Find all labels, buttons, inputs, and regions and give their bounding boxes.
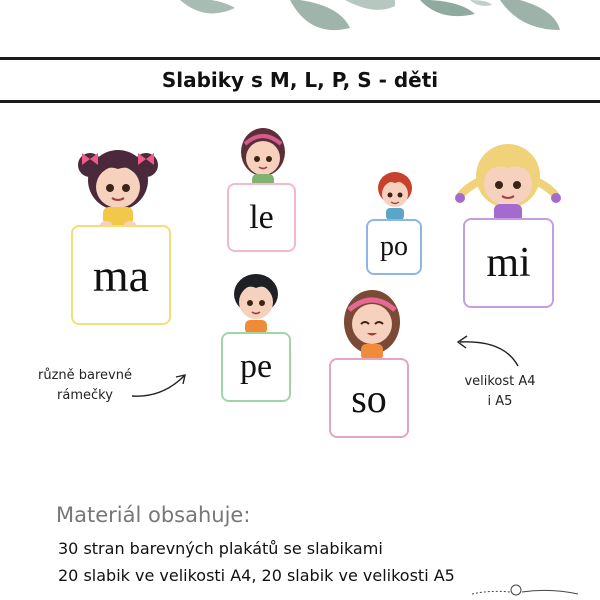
boy-black-hair-icon — [226, 270, 286, 336]
syllable-card-so — [329, 358, 409, 438]
girl-blonde-braids-icon — [452, 138, 564, 224]
flower-doodle-icon — [470, 578, 580, 600]
page-title: Slabiky s M, L, P, S - děti — [161, 68, 439, 92]
title-band — [0, 57, 600, 103]
syllable-card-le — [227, 183, 296, 252]
syllable-text: le — [249, 198, 274, 236]
syllable-text: pe — [239, 348, 273, 385]
size-note-line1: velikost A4 — [464, 374, 536, 389]
frames-note-line1: různě barevné — [38, 368, 132, 383]
curved-arrow-icon — [452, 330, 524, 370]
syllable-text: ma — [92, 249, 150, 301]
syllable-text: mi — [486, 240, 531, 286]
frames-note-line2: rámečky — [57, 388, 113, 403]
syllable-card-mi — [463, 218, 554, 308]
syllable-text: so — [351, 375, 387, 421]
contents-line-2: 20 slabik ve velikosti A4, 20 slabik ve velikosti A5 — [58, 566, 455, 585]
eucalyptus-leaves-icon — [0, 0, 600, 40]
syllable-card-pe — [221, 332, 291, 402]
curved-arrow-icon — [128, 368, 190, 402]
syllable-text: po — [380, 231, 408, 262]
size-note — [455, 372, 545, 412]
boy-red-hair-icon — [372, 168, 418, 222]
girl-pink-headband-icon — [337, 284, 407, 362]
syllable-card-ma — [71, 225, 171, 325]
girl-headband-icon — [231, 122, 295, 190]
contents-heading: Materiál obsahuje: — [56, 503, 251, 527]
syllable-card-po — [366, 219, 422, 275]
contents-line-1: 30 stran barevných plakátů se slabikami — [58, 539, 383, 558]
size-note-line2: i A5 — [487, 394, 513, 409]
frames-note — [30, 366, 140, 406]
girl-pigtails-icon — [68, 135, 168, 230]
